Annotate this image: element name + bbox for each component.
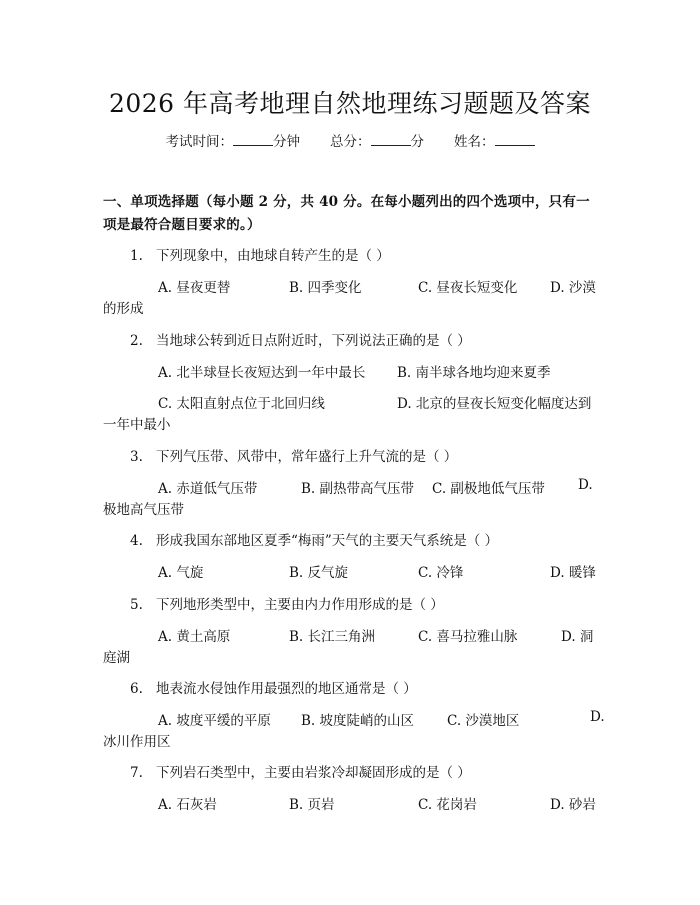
name-label: 姓名： [454,134,495,150]
option-b: B. 页岩 [289,797,335,813]
option-c: C. 花岗岩 [418,797,477,813]
option-a: A. 坡度平缓的平原 [158,713,271,729]
score-unit: 分 [410,134,424,150]
question-2 [130,329,471,349]
question-text: 地表流水侵蚀作用最强烈的地区通常是（ ） [156,681,417,697]
question-number: 6. [130,681,143,697]
option-b: B. 副热带高气压带 [301,481,415,497]
option-a: A. 北半球昼长夜短达到一年中最长 [158,365,366,381]
option-c: C. 喜马拉雅山脉 [418,629,518,645]
option-a: A. 石灰岩 [158,797,217,813]
option-d: D. 北京的昼夜长短变化幅度达到 [397,396,592,412]
option-wrap: 冰川作用区 [103,734,171,750]
question-text: 下列岩石类型中，主要由岩浆冷却凝固形成的是（ ） [156,765,471,781]
question-7 [130,761,471,781]
question-4 [130,529,498,549]
option-a: A. 赤道低气压带 [158,481,258,497]
time-blank [233,134,273,146]
question-number: 3. [130,449,143,465]
question-number: 4. [130,533,143,549]
option-wrap: 的形成 [103,301,144,317]
option-d: D. [578,477,593,493]
question-number: 7. [130,765,143,781]
question-1 [130,244,390,264]
question-text: 当地球公转到近日点附近时，下列说法正确的是（ ） [156,333,471,349]
option-d: D. 沙漠 [550,280,596,296]
option-d: D. 暖锋 [550,565,596,581]
time-label: 考试时间： [165,134,233,150]
option-c: C. 太阳直射点位于北回归线 [158,396,325,412]
question-number: 2. [130,333,143,349]
option-b: B. 反气旋 [289,565,349,581]
score-blank [371,134,411,146]
question-text: 形成我国东部地区夏季“梅雨”天气的主要天气系统是（ ） [156,533,499,549]
option-wrap: 极地高气压带 [103,502,184,518]
option-c: C. 冷锋 [418,565,464,581]
question-3 [130,445,457,465]
question-number: 1. [130,248,143,264]
option-c: C. 副极地低气压带 [432,481,545,497]
score-label: 总分： [330,134,371,150]
option-wrap: 庭湖 [103,650,130,666]
time-unit: 分钟 [273,134,300,150]
option-b: B. 长江三角洲 [289,629,376,645]
option-wrap: 一年中最小 [103,417,171,433]
section-heading: 一、单项选择题（每小题 2 分，共 40 分。在每小题列出的四个选项中，只有一项是最符合题目要求的。） [103,194,590,233]
option-a: A. 气旋 [158,565,204,581]
option-d: D. 洞 [561,629,594,645]
option-c: C. 沙漠地区 [447,713,520,729]
question-text: 下列气压带、风带中，常年盛行上升气流的是（ ） [156,449,458,465]
option-b: B. 坡度陡峭的山区 [301,713,415,729]
option-d: D. 砂岩 [550,797,596,813]
option-b: B. 四季变化 [289,280,362,296]
option-a: A. 昼夜更替 [158,280,231,296]
question-text: 下列现象中，由地球自转产生的是（ ） [156,248,390,264]
option-a: A. 黄土高原 [158,629,231,645]
question-text: 下列地形类型中，主要由内力作用形成的是（ ） [156,597,444,613]
option-c: C. 昼夜长短变化 [418,280,518,296]
option-b: B. 南半球各地均迎来夏季 [397,365,551,381]
exam-info-line [0,130,700,150]
question-number: 5. [130,597,143,613]
option-d: D. [590,709,605,725]
name-blank [495,134,535,146]
page-title: 2026 年高考地理自然地理练习题题及答案 [108,89,592,118]
question-6 [130,677,417,697]
question-5 [130,593,444,613]
